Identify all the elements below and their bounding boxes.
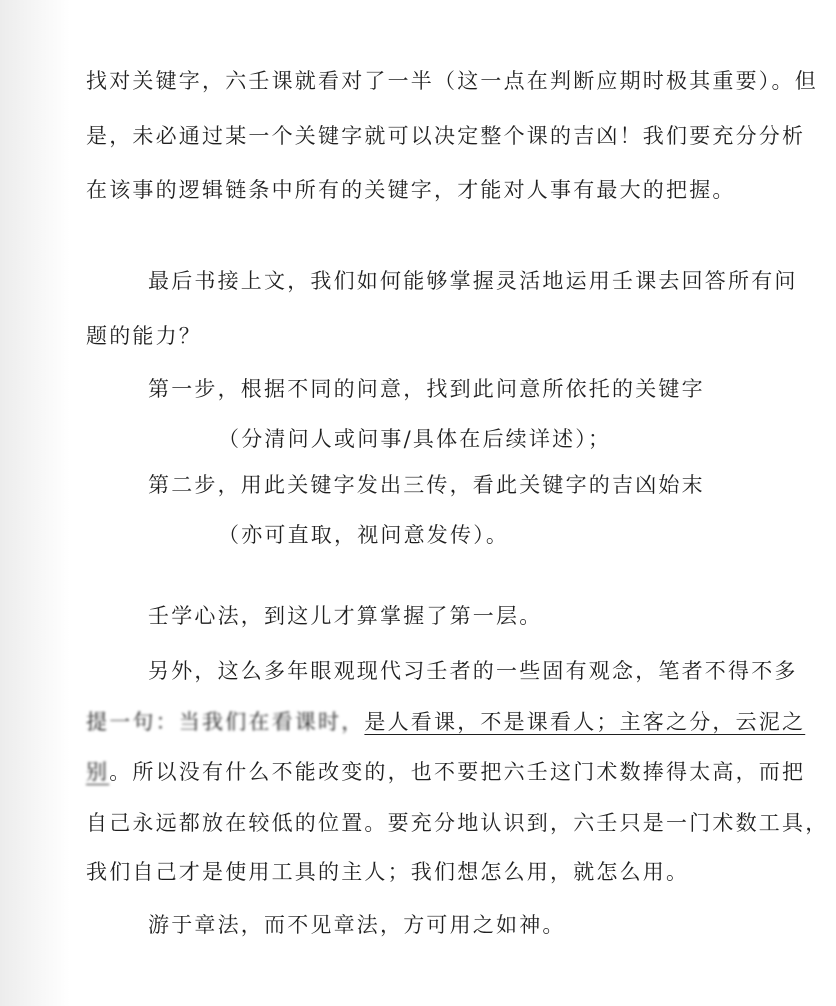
paragraph-4-line-5: 我们自己才是使用工具的主人；我们想怎么用，就怎么用。 xyxy=(86,860,690,884)
underlined-phrase-part-1: 是人看课，不是课看人；主客之分，云泥之 xyxy=(364,710,806,734)
paragraph-5: 游于章法，而不见章法，方可用之如神。 xyxy=(148,913,566,937)
step-two-note: （亦可直取，视问意发传）。 xyxy=(218,523,510,547)
step-two: 第二步，用此关键字发出三传，看此关键字的吉凶始末 xyxy=(148,473,705,497)
step-one: 第一步，根据不同的问意，找到此问意所依托的关键字 xyxy=(148,377,705,401)
paragraph-1-line-2: 是，未必通过某一个关键字就可以决定整个课的吉凶！我们要充分分析 xyxy=(86,124,806,148)
paragraph-4-line-3 xyxy=(86,757,805,787)
paragraph-3: 壬学心法，到这儿才算掌握了第一层。 xyxy=(148,604,543,628)
paragraph-4-line-2-start: 提一句：当我们在看课时， xyxy=(86,710,365,734)
paragraph-2-line-2: 题的能力？ xyxy=(86,324,202,348)
paragraph-4-line-3-rest: 。所以没有什么不能改变的，也不要把六壬这门术数捧得太高，而把 xyxy=(109,760,806,784)
paragraph-4-line-1: 另外，这么多年眼观现代习壬者的一些固有观念，笔者不得不多 xyxy=(148,659,798,683)
underlined-phrase-part-2: 别 xyxy=(86,760,110,784)
paragraph-2-line-1: 最后书接上文，我们如何能够掌握灵活地运用壬课去回答所有问 xyxy=(148,269,798,293)
paragraph-1-line-1: 找对关键字，六壬课就看对了一半（这一点在判断应期时极其重要）。但 xyxy=(86,69,818,93)
paragraph-4-line-2 xyxy=(86,707,805,737)
step-one-note: （分清问人或问事/具体在后续详述）； xyxy=(218,427,612,451)
paragraph-1-line-3: 在该事的逻辑链条中所有的关键字，才能对人事有最大的把握。 xyxy=(86,178,736,202)
paragraph-4-line-4: 自己永远都放在较低的位置。要充分地认识到，六壬只是一门术数工具， xyxy=(86,811,829,835)
